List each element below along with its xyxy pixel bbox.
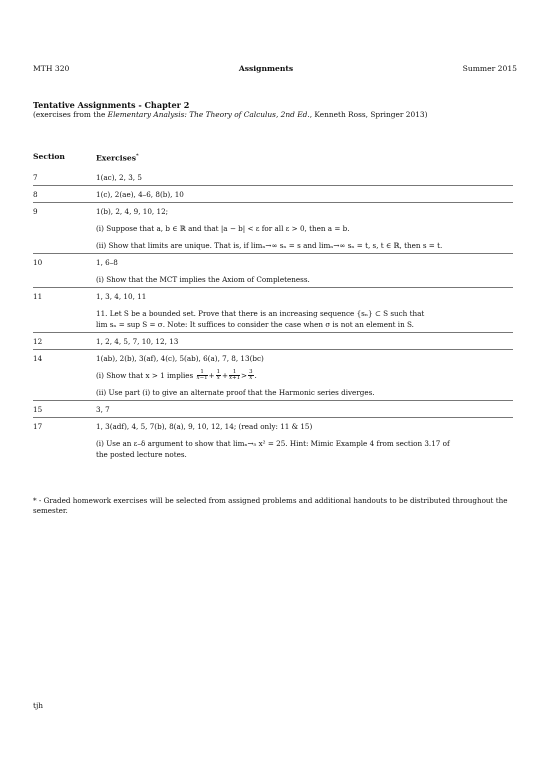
exercise-list: 1(c), 2(ae), 4–6, 8(b), 10 [96,189,184,199]
page-header [33,64,517,73]
row-divider [33,349,513,350]
section-number: 9 [33,206,38,216]
fraction: $\frac{1}{x}$ [216,368,221,382]
book-title: Elementary Analysis: The Theory of Calculus, 2nd Ed. [107,110,310,119]
additional-exercise-continued: lim sₙ = sup S = σ. Note: It suffices to consider the case when σ is not an element in S. [96,319,414,329]
fraction: $\frac{1}{x-1}$ [196,368,208,382]
footnote: * - Graded homework exercises will be selected from assigned problems and additional handouts to be distributed throughout the semester. [33,496,508,515]
table-header [33,151,513,164]
inequality-prompt: (i) Show that x > 1 implies [96,370,194,380]
row-divider [33,417,513,418]
section-number: 12 [33,336,43,346]
section-column-header: Section [33,152,65,161]
additional-exercise: (i) Show that the MCT implies the Axiom of Completeness. [96,274,310,284]
section-number: 14 [33,353,43,363]
author-initials: tjh [33,701,44,710]
fraction: $\frac{3}{x}$ [249,368,253,382]
additional-exercise: (i) Suppose that a, b ∈ ℝ and that |a − b| < ε for all ε > 0, then a = b. [96,223,350,233]
exercises-header-label: Exercises [96,153,137,163]
table-row [33,353,513,399]
table-row [33,206,513,251]
section-number: 7 [33,172,38,182]
row-divider [33,400,513,401]
table-row [33,257,513,285]
term: Summer 2015 [462,64,517,73]
table-row [33,189,513,200]
table-row [33,421,513,460]
page-title: Tentative Assignments - Chapter 2 [33,100,190,110]
subtitle-suffix: , Kenneth Ross, Springer 2013) [309,110,428,119]
exercise-list: 1, 6–8 [96,257,118,267]
exercise-list: 1(ac), 2, 3, 5 [96,172,142,182]
table-row [33,172,513,183]
section-number: 17 [33,422,43,432]
exercise-list: 1, 3, 4, 10, 11 [96,291,147,301]
section-number: 10 [33,257,43,267]
exercise-list: 1(b), 2, 4, 9, 10, 12; [96,206,169,216]
additional-exercise: (ii) Show that limits are unique. That is, if limₙ→∞ sₙ = s and limₙ→∞ sₙ = t, s, t ∈ ℝ, then s = t. [96,240,443,250]
row-divider [33,287,513,288]
course-code: MTH 320 [33,64,70,73]
footnote-marker: * [136,153,139,159]
exercise-list: 1, 2, 4, 5, 7, 10, 12, 13 [96,336,179,346]
additional-exercise: (ii) Use part (i) to give an alternate proof that the Harmonic series diverges. [96,388,375,398]
assignment-table [33,151,513,460]
table-row [33,404,513,415]
additional-exercise: 11. Let S be a bounded set. Prove that there is an increasing sequence {sₙ} ⊂ S such that [96,308,425,318]
page-subtitle [33,110,427,119]
section-number: 11 [33,291,43,301]
row-divider [33,332,513,333]
row-divider [33,253,513,254]
section-number: 8 [33,189,38,199]
fraction: $\frac{1}{x+1}$ [229,368,241,382]
exercises-column-header [96,151,513,164]
subtitle-prefix: (exercises from the [33,110,108,119]
additional-exercise: (i) Show that x > 1 implies $\frac{1}{x-1}$ + $\frac{1}{x}$ + $\frac{1}{x+1}$ > $\frac{3}{x}$ . [96,368,257,382]
additional-exercise: (i) Use an ε–δ argument to show that limₓ→₅ x² = 25. Hint: Mimic Example 4 from section 3.17 of [96,439,450,449]
exercise-list: 1(ab), 2(b), 3(af), 4(c), 5(ab), 6(a), 7, 8, 13(bc) [96,353,264,363]
header-title: Assignments [238,64,294,73]
row-divider [33,202,513,203]
exercise-list: 1, 3(adf), 4, 5, 7(b), 8(a), 9, 10, 12, 14; (read only: 11 & 15) [96,422,313,432]
table-row [33,291,513,330]
table-row [33,336,513,347]
row-divider [33,185,513,186]
exercise-list: 3, 7 [96,405,110,415]
additional-exercise-continued: the posted lecture notes. [96,450,187,460]
section-number: 15 [33,405,43,415]
